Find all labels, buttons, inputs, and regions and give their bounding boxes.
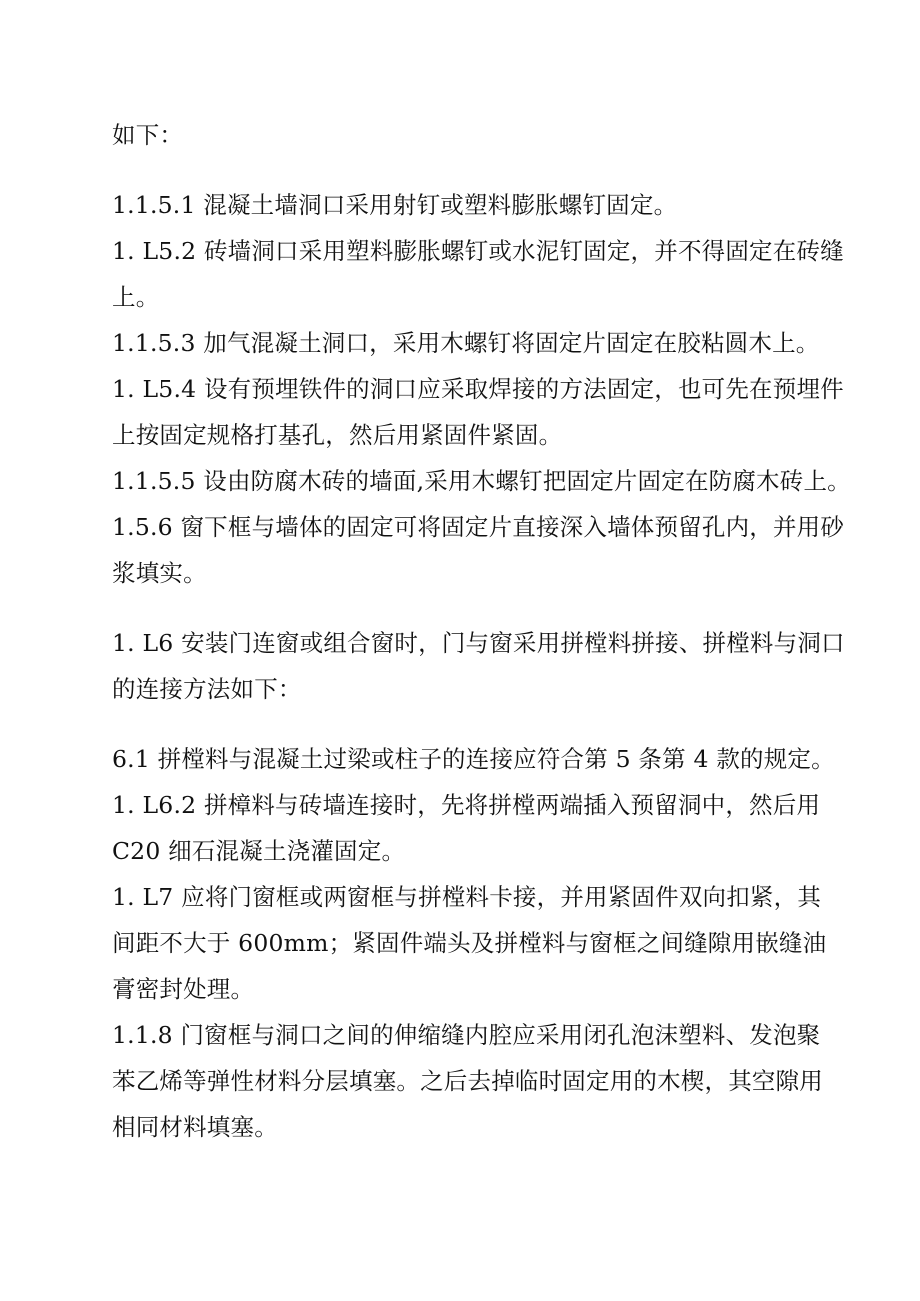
text-line: 膏密封处理。 — [112, 975, 255, 1003]
text-line: 的连接方法如下： — [112, 675, 302, 703]
text-line: 苯乙烯等弹性材料分层填塞。之后去掉临时固定用的木楔，其空隙用 — [112, 1067, 823, 1095]
text-line: 上。 — [112, 283, 160, 311]
text-line: 1. L5.2 砖墙洞口采用塑料膨胀螺钉或水泥钉固定，并不得固定在砖缝 — [112, 237, 844, 265]
text-line: 上按固定规格打基孔，然后用紧固件紧固。 — [112, 421, 563, 449]
paragraph-gap — [112, 158, 812, 182]
text-line: 间距不大于 600mm；紧固件端头及拼樘料与窗框之间缝隙用嵌缝油 — [112, 929, 827, 957]
text-line: 相同材料填塞。 — [112, 1113, 278, 1141]
text-line: 1.1.5.5 设由防腐木砖的墙面,采用木螺钉把固定片固定在防腐木砖上。 — [112, 467, 851, 495]
paragraph-gap — [112, 712, 812, 736]
text-line: 1. L5.4 设有预埋铁件的洞口应采取焊接的方法固定，也可先在预埋件 — [112, 375, 844, 403]
text-line: 1.1.5.3 加气混凝土洞口，采用木螺钉将固定片固定在胶粘圆木上。 — [112, 329, 820, 357]
text-line: 1.5.6 窗下框与墙体的固定可将固定片直接深入墙体预留孔内，并用砂 — [112, 513, 845, 541]
text-line: C20 细石混凝土浇灌固定。 — [112, 837, 406, 865]
text-line: 浆填实。 — [112, 559, 207, 587]
document-body — [112, 112, 851, 1150]
text-line: 1.1.8 门窗框与洞口之间的伸缩缝内腔应采用闭孔泡沫塑料、发泡聚 — [112, 1021, 821, 1049]
text-line: 1. L6 安装门连窗或组合窗时，门与窗采用拼樘料拼接、拼樘料与洞口 — [112, 629, 845, 657]
text-line: 6.1 拼樘料与混凝土过梁或柱子的连接应符合第 5 条第 4 款的规定。 — [112, 745, 835, 773]
text-line: 如下： — [112, 121, 184, 149]
text-line: 1. L7 应将门窗框或两窗框与拼樘料卡接，并用紧固件双向扣紧，其 — [112, 883, 822, 911]
text-line: 1. L6.2 拼樟料与砖墙连接时，先将拼樘两端插入预留洞中，然后用 — [112, 791, 821, 819]
paragraph-gap — [112, 596, 812, 620]
text-line: 1.1.5.1 混凝土墙洞口采用射钉或塑料膨胀螺钉固定。 — [112, 191, 678, 219]
